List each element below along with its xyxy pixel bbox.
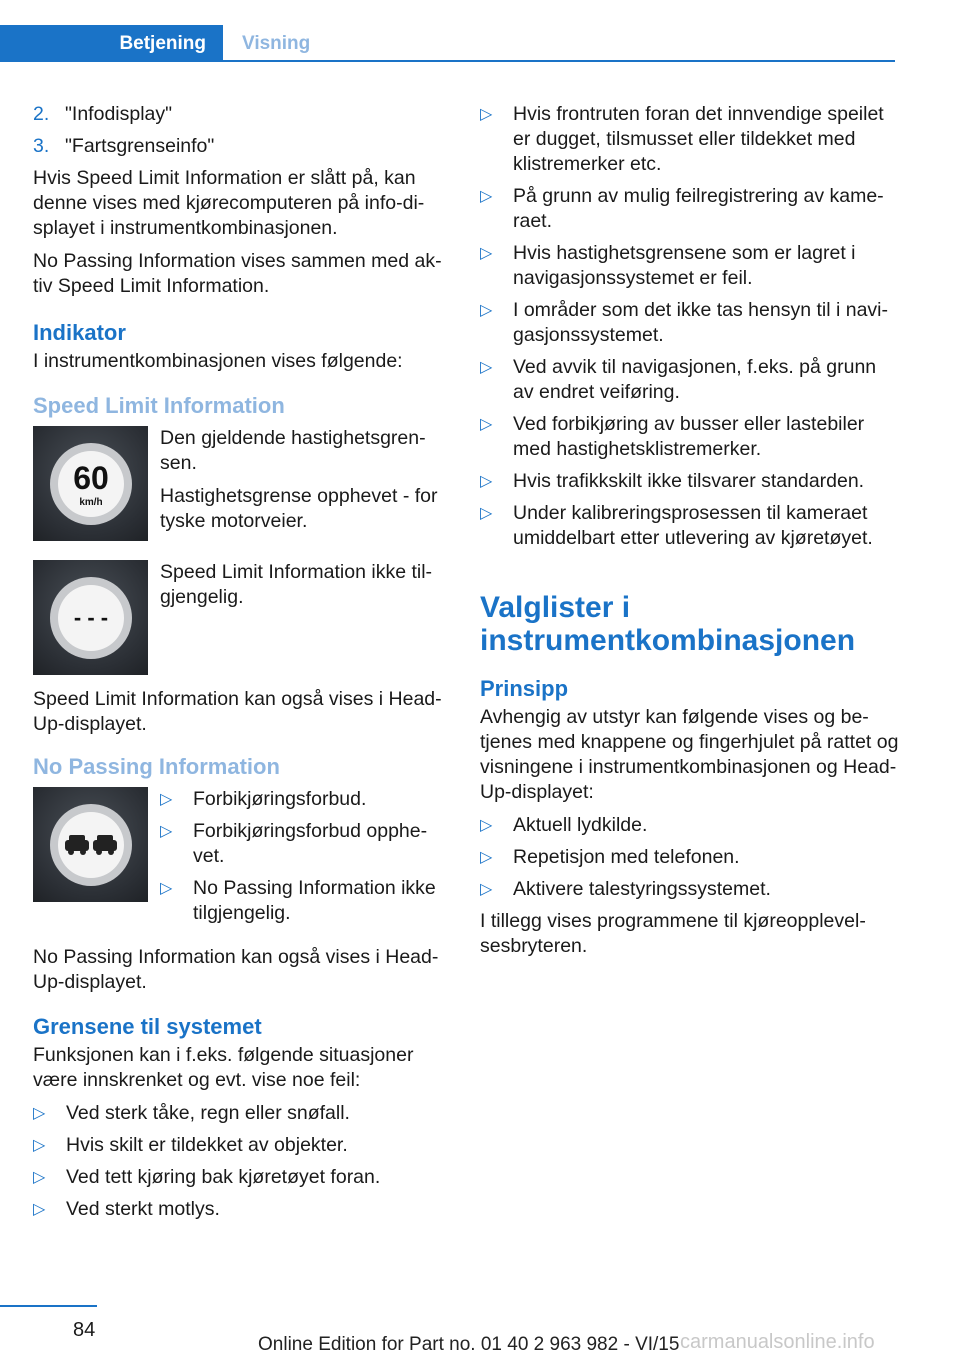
triangle-bullet-icon: ▷ (480, 849, 493, 866)
list-item: ▷ Hvis trafikkskilt ikke tilsvarer standarden. (480, 470, 865, 492)
paragraph: I tillegg vises programmene til kjøreopplevel-sesbryteren. (480, 910, 866, 957)
list-item: ▷ Ved forbikjøring av busser eller lastebiler med hastighetsklistremerker. (480, 413, 865, 460)
heading-speed-limit-information: Speed Limit Information (33, 393, 285, 418)
paragraph: Hvis Speed Limit Information er slått på, kan denne vises med kjørecomputeren på info-di-splayet i instrumentkombinasjonen. (33, 167, 425, 239)
dashes-label: - - - (73, 604, 108, 630)
list-item: ▷ Hvis skilt er tildekket av objekter. (33, 1134, 348, 1156)
list-item: ▷ Aktivere talestyringssystemet. (480, 878, 771, 900)
speed-limit-row (33, 426, 453, 542)
item-text: "Fartsgrenseinfo" (65, 135, 215, 157)
paragraph: Hastighetsgrense opphevet - for tyske motorveier. (160, 485, 438, 532)
triangle-bullet-icon: ▷ (480, 245, 493, 262)
triangle-bullet-icon: ▷ (480, 473, 493, 490)
speed-limit-unavailable-icon (33, 560, 148, 675)
speed-unit: km/h (78, 496, 103, 508)
list-item: ▷ Ved sterkt motlys. (33, 1198, 220, 1220)
triangle-bullet-icon: ▷ (480, 359, 493, 376)
footer-divider (0, 1305, 97, 1307)
triangle-bullet-icon: ▷ (480, 817, 493, 834)
triangle-bullet-icon: ▷ (33, 1201, 46, 1218)
list-item: ▷ Hvis frontruten foran det innvendige speilet er dugget, tilsmusset eller tildekket med klistremerker etc. (480, 103, 884, 175)
triangle-bullet-icon: ▷ (160, 880, 173, 897)
item-number: 2. (33, 103, 50, 125)
watermark: carmanualsonline.info (680, 1331, 875, 1353)
triangle-bullet-icon: ▷ (480, 188, 493, 205)
triangle-bullet-icon: ▷ (160, 791, 173, 808)
triangle-bullet-icon: ▷ (480, 416, 493, 433)
header-divider (0, 60, 895, 62)
list-item: ▷ Ved avvik til navigasjonen, f.eks. på grunn av endret veiføring. (480, 356, 877, 403)
speed-limit-60-icon (33, 426, 148, 541)
left-column (33, 102, 453, 1229)
item-number: 3. (33, 135, 50, 157)
list-item: ▷ Ved sterk tåke, regn eller snøfall. (33, 1102, 350, 1124)
page-number: 84 (73, 1319, 96, 1341)
triangle-bullet-icon: ▷ (160, 823, 173, 840)
triangle-bullet-icon: ▷ (480, 881, 493, 898)
paragraph: Avhengig av utstyr kan følgende vises og be-tjenes med knappene og fingerhjulet på rattet og visningene i instrumentkombinasjonen og Head-Up-displayet: (480, 706, 899, 803)
speed-value: 60 (72, 459, 109, 496)
paragraph: Speed Limit Information ikke til-gjengelig. (160, 561, 433, 608)
heading-prinsipp: Prinsipp (480, 676, 569, 701)
list-item: ▷ På grunn av mulig feilregistrering av kame-raet. (480, 185, 884, 232)
list-item: ▷ Forbikjøringsforbud opphe-vet. (160, 820, 428, 867)
header-tabs (0, 25, 895, 62)
paragraph: Funksjonen kan i f.eks. følgende situasjoner være innskrenket og evt. vise noe feil: (33, 1044, 414, 1091)
edition-text: Online Edition for Part no. 01 40 2 963 982 - VI/15 (258, 1334, 680, 1355)
paragraph: No Passing Information kan også vises i Head-Up-displayet. (33, 946, 439, 993)
numbered-item (33, 134, 453, 159)
paragraph: I instrumentkombinasjonen vises følgende: (33, 350, 403, 372)
list-item: ▷ No Passing Information ikke tilgjengelig. (160, 877, 436, 924)
list-item: ▷ I områder som det ikke tas hensyn til i navi-gasjonssystemet. (480, 299, 888, 346)
heading-no-passing-information: No Passing Information (33, 754, 280, 779)
list-item: ▷ Hvis hastighetsgrensene som er lagret i navigasjonssystemet er feil. (480, 242, 856, 289)
list-item: ▷ Aktuell lydkilde. (480, 814, 648, 836)
triangle-bullet-icon: ▷ (33, 1137, 46, 1154)
paragraph: Speed Limit Information kan også vises i Head-Up-displayet. (33, 688, 442, 735)
speed-limit-unavailable-row (33, 560, 453, 675)
heading-valglister: Valglister i instrumentkombinasjonen (480, 591, 856, 657)
list-item: ▷ Ved tett kjøring bak kjøretøyet foran. (33, 1166, 381, 1188)
tab-betjening[interactable]: Betjening (0, 25, 223, 62)
list-item: ▷ Forbikjøringsforbud. (160, 788, 367, 810)
list-item: ▷ Repetisjon med telefonen. (480, 846, 740, 868)
triangle-bullet-icon: ▷ (33, 1105, 46, 1122)
paragraph: Den gjeldende hastighetsgren-sen. (160, 427, 426, 474)
list-item: ▷ Under kalibreringsprosessen til kameraet umiddelbart etter utlevering av kjøretøyet. (480, 502, 873, 549)
heading-indikator: Indikator (33, 320, 126, 345)
heading-grensene-til-systemet: Grensene til systemet (33, 1014, 262, 1039)
numbered-item (33, 102, 453, 127)
triangle-bullet-icon: ▷ (480, 302, 493, 319)
no-passing-icon (33, 787, 148, 902)
no-passing-row (33, 787, 453, 933)
triangle-bullet-icon: ▷ (33, 1169, 46, 1186)
tab-visning[interactable]: Visning (242, 33, 311, 54)
right-column (480, 102, 900, 967)
triangle-bullet-icon: ▷ (480, 106, 493, 123)
paragraph: No Passing Information vises sammen med ak-tiv Speed Limit Information. (33, 250, 442, 297)
triangle-bullet-icon: ▷ (480, 505, 493, 522)
item-text: "Infodisplay" (65, 103, 173, 125)
